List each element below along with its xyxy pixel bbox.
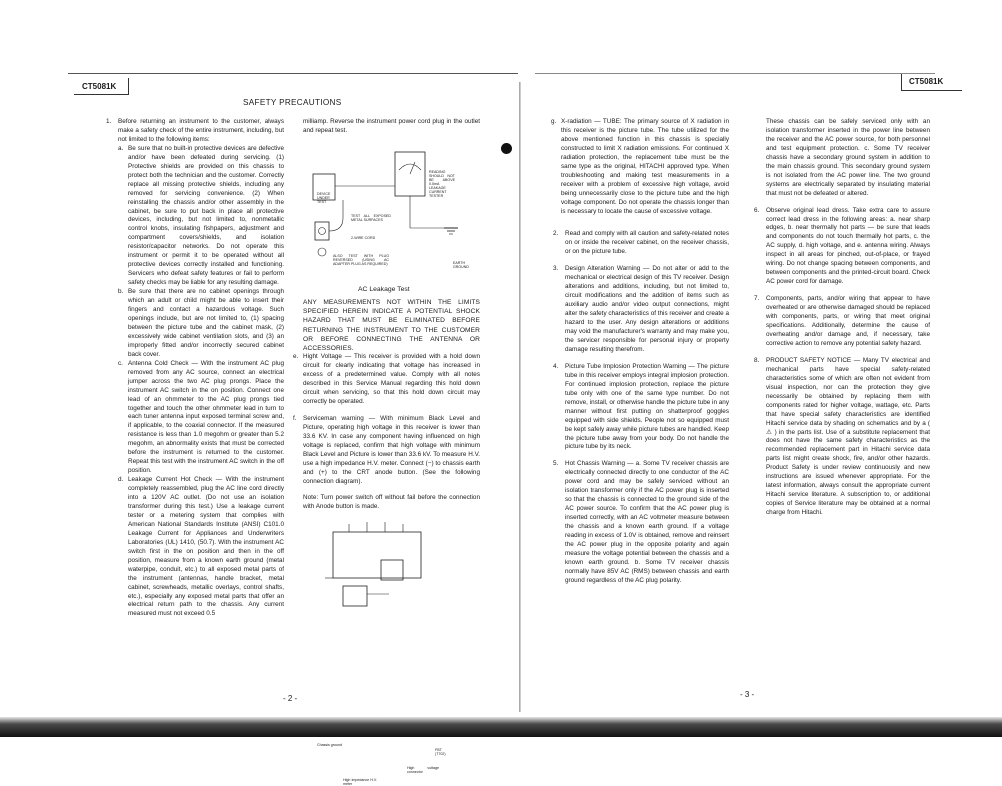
page-number-left: - 2 - — [283, 694, 298, 703]
hv-meter-box — [343, 586, 367, 606]
page-number-right: - 3 - — [740, 690, 755, 699]
item-number: 6. — [754, 206, 760, 214]
sub-letter: g. — [551, 118, 557, 125]
item-5-text: Hot Chassis Warning — a. Some TV receiver chassis are electrically connected directly to one conductor of the AC power cord and may be safely serviced without an isolation transformer only if the AC power plug is inserted so that the chassis is connected to the ground side of the AC power source. To confirm that the AC power plug is inserted correctly, with an AC voltmeter measure between the chassis and a known earth ground. If a voltage reading in excess of 1.0V is obtained, remove and reinsert the AC power plug in the opposite polarity and again measure the voltage potential between the chassis and a known earth ground. b. Some TV receiver chassis normally have 85V AC (RMS) between chassis and earth ground regardless of the AC plug polarity. — [565, 460, 729, 584]
binding-hole — [501, 143, 512, 154]
crt-funnel — [349, 522, 403, 532]
item-number: 4. — [553, 362, 559, 370]
item-3-text: Design Alteration Warning — Do not alter or add to the mechanical or electrical design of this TV receiver. Design alterations and additions, including, but not limited to, circuit modifications and the addition of items such as auxiliary audio and/or video output connections, might alter the safety characteristics of this receiver and create a hazard to the user. Any design alterations or additions may void the manufacturer's warranty and may make you, the servicer responsible for personal injury or property damage resulting therefrom. — [565, 265, 729, 353]
power-cord — [329, 200, 343, 231]
test-surfaces-label: TEST ALL EXPOSED METAL SURFACES — [351, 214, 391, 222]
item-5 — [551, 460, 729, 585]
item-2 — [551, 230, 729, 257]
anode-note: Note: Turn power switch off without fail before the connection with Anode button is made. — [303, 494, 480, 511]
diagram-caption: AC Leakage Test — [358, 286, 410, 293]
sub-letter: d. — [118, 476, 124, 484]
page-fold — [519, 82, 521, 712]
item-number: 7. — [754, 295, 760, 303]
two-wire-cord-label: 2-WIRE CORD — [351, 236, 376, 240]
model-number-right: CT5081K — [909, 77, 944, 86]
outlet-socket — [319, 227, 326, 234]
top-rule-left — [68, 73, 518, 74]
hv-connector-label: High voltage connector — [407, 766, 439, 774]
item-1c-text: Antenna Cold Check — With the instrument AC plug removed from any AC source, connect an electrical jumper across the two AC plug prongs. Place the instrument AC switch in the on position. Connect one lead of an ohmmeter to the AC plug prongs tied together and touch the other ohmmeter lead in turn to each tuner antenna input exposed terminal screw and, if applicable, to the coaxial connector. If the measured resistance is less than 1.0 megohm or greater than 5.2 megohm, an abnormality exists that must be corrected before the instrument is returned to the customer. Repeat this test with the instrument AC switch in the off position. — [128, 359, 284, 475]
item-1f-text: Serviceman warning — With minimum Black Level and Picture, operating high voltage in this receiver is lower than 33.6 KV. In case any component having influenced on high voltage is replaced, confirm that high voltage with minimum Black Level and Picture is lower than 33.6 kV. To measure H.V. use a high impedance H.V. meter. Connect (−) to chassis earth and (+) to the CRT anode button. (See the following connection diagram). — [303, 414, 480, 485]
item-6 — [752, 207, 930, 288]
column-1 — [104, 118, 284, 619]
item-1-lead: Before returning an instrument to the customer, always make a safety check of the entire instrument, including, but not limited to the following items: — [118, 118, 284, 143]
item-1c — [118, 360, 284, 476]
meter-reading-label: READING SHOULD NOT BE ABOVE 0.5mA — [429, 170, 455, 186]
sub-letter: c. — [118, 359, 123, 367]
earth-ground-label: EARTH GROUND — [453, 261, 469, 269]
item-1g — [551, 118, 729, 216]
crt-body — [333, 532, 421, 578]
item-1a-text: Be sure that no built-in protective devices are defective and/or have been defeated during servicing. (1) Protective shields are provided on this chassis to protect both the technician and the customer. Correctly replace all missing protective shields, including any removed for servicing convenience. (2) When reinstalling the chassis and/or other assembly in the cabinet, be sure to put back in place all protective devices, including, but not limited to, nonmetallic control knobs, insulating fishpapers, adjustment and compartment covers/shields, and isolation resistor/capacitor networks. Do not operate this instrument or permit it to be operated without all protective devices correctly installed and functioning. Servicers who defeat safety features or fail to perform safety checks may be liable for any resulting damage. — [128, 144, 284, 287]
item-8 — [752, 357, 930, 518]
item-number: 2. — [553, 230, 559, 238]
col4-continuation: These chassis can be safely serviced only with an isolation transformer inserted in the power line between the receiver and the AC power source, for both personnel and test equipment protection. c. Some TV receiver chassis have a secondary ground system in addition to the main chassis ground. This secondary ground system is not isolated from the AC power line. The two ground systems are electrically separated by insulating material that must not be defeated or altered. — [766, 118, 930, 197]
fbt-block — [381, 560, 403, 580]
item-number: 1. — [106, 118, 112, 125]
column-3 — [551, 118, 729, 586]
item-7 — [752, 295, 930, 349]
item-1f — [293, 415, 480, 487]
item-8-text: PRODUCT SAFETY NOTICE — Many TV electrical and mechanical parts have special safety-related characteristics some of which are often not evident from visual inspection, nor can the protection they give necessarily be obtained by replacing them with components rated for higher voltage, wattage, etc. Parts that have special safety characteristics are identified Hitachi service data by shading on schematics and by a ( ⚠ ) in the parts list. Use of a substitute replacement that does not have the same safety characteristics as the recommended replacement part in Hitachi service data parts list might create shock, fire, and/or other hazards. Product Safety is under review continuously and new instructions are issued whenever appropriate. For the latest information, always consult the appropriate current Hitachi service literature. A subscription to, or additional copies of Service literature may be obtained at a normal charge from Hitachi. — [766, 356, 930, 517]
item-1a — [118, 145, 284, 288]
plug-icon — [318, 248, 326, 256]
item-2-text: Read and comply with all caution and safety-related notes on or inside the receiver cabinet, on the receiver chassis, or on the picture tube. — [565, 230, 729, 256]
item-4-text: Picture Tube Implosion Protection Warning — The picture tube in this receiver employs integral implosion protection. For continued implosion protection, replace the picture tube only with one of the same type number. Do not remove, install, or otherwise handle the picture tube in any manner without first putting on shatterproof goggles equipped with side shields. People not so equipped must be kept safely away while picture tubes are handled. Keep the picture tube away from your body. Do not handle the picture tube by its neck. — [565, 362, 729, 451]
crt-hv-diagram — [319, 518, 449, 628]
item-6-text: Observe original lead dress. Take extra care to assure correct lead dress in the following areas: a. near sharp edges, b. near thermally hot parts — be sure that leads and components do not touch thermally hot parts, c. the AC supply, d. high voltage, and e. antenna wiring. Always inspect in all areas for pinched, out-of-place, or frayed wiring. Do not change spacing between components, and between components and the printed-circuit board. Check AC power cord for damage. — [766, 206, 930, 286]
section-title: SAFETY PRECAUTIONS — [243, 98, 342, 107]
column-4 — [752, 118, 930, 518]
model-number-left: CT5081K — [82, 82, 117, 91]
fbt-label: FBT (T702) — [435, 748, 446, 756]
safety-limits-warning: ANY MEASUREMENTS NOT WITHIN THE LIMITS SPECIFIED HEREIN INDICATE A POTENTIAL SHOCK HAZARD THAT MUST BE ELIMINATED BEFORE RETURNING THE INSTRUMENT TO THE CUSTOMER OR BEFORE CONNECTING THE ANTENNA OR ACCESSORIES. — [303, 298, 480, 352]
item-1e-text: Hight Voltage — This receiver is provided with a hold down circuit for clearly indicating that voltage has increased in excess of a predetermined value. Comply with all notes described in this Service Manual regarding this hold down circuit when servicing, so that this hold down circuit may correctly be operated. — [303, 353, 480, 405]
col2-continuation: milliamp. Reverse the instrument power cord plug in the outlet and repeat test. — [303, 118, 480, 134]
item-1d — [118, 476, 284, 619]
item-4 — [551, 363, 729, 453]
sub-letter: f. — [293, 414, 297, 422]
item-number: 3. — [553, 265, 559, 273]
item-1 — [104, 118, 284, 619]
sub-letter: b. — [118, 288, 124, 296]
hv-meter-label: High impedance H.V. meter — [343, 778, 377, 786]
sub-letter: e. — [293, 353, 299, 361]
item-1b-text: Be sure that there are no cabinet openings through which an adult or child might be able to insert their fingers and contact a hazardous voltage. Such openings include, but are not limited to, (1) spacing between the picture tube and the cabinet mask, (2) excessively wide cabinet ventilation slots, and (3) an improperly fitted and/or incorrectly secured cabinet back cover. — [128, 288, 284, 358]
top-rule-right — [535, 73, 935, 74]
sub-letter: a. — [118, 144, 124, 152]
bottom-scan-edge — [0, 717, 1002, 737]
item-7-text: Components, parts, and/or wiring that appear to have overheated or are otherwise damaged should be replaced with components, parts, or wiring that meet original specifications. Additionally, determine the cause of overheating and/or damage and, if necessary, take corrective action to remove any potential safety hazard. — [766, 295, 930, 347]
leakage-tester-label: LEAKAGE CURRENT TESTER — [429, 186, 447, 198]
ac-leakage-diagram — [303, 140, 480, 270]
item-1d-text: Leakage Current Hot Check — With the instrument completely reassembled, plug the AC line cord directly into a 120V AC outlet. (Do not use an isolation transformer during this test.) Use a leakage current tester or a metering system that complies with American National Standards Institute (ANSI) C101.0 Leakage Current for Appliances and Underwriters Laboratories (UL) 1410, (50.7). With the instrument AC switch first in the on position and then in the off position, measure from a known earth ground (metal waterpipe, conduit, etc.) to all exposed metal parts of the instrument (antennas, handle bracket, metal cabinet, screwheads, metallic overlays, control shafts, etc.), especially any exposed metal parts that offer an electrical return path to the chassis. Any current measured must not exceed 0.5 — [128, 476, 284, 618]
item-1b — [118, 288, 284, 360]
meter-dial — [399, 164, 421, 170]
item-3 — [551, 265, 729, 355]
device-under-test-label: DEVICE UNDER TEST — [317, 192, 331, 204]
item-1g-text: X-radiation — TUBE: The primary source of X radiation in this receiver is the picture tube. The tube utilized for the above mentioned function in this chassis is specially constructed to limit X radiation emissions. For continued X radiation protection, the replacement tube must be the same type as the original, HITACHI approved type. When troubleshooting and making test measurements in a receiver with a problem of excessive high voltage, avoid being unnecessarily close to the picture tube and the high voltage component. Do not operate the chassis longer than is necessary to locate the cause of excessive voltage. — [561, 118, 729, 215]
item-number: 8. — [754, 356, 760, 364]
item-number: 5. — [553, 460, 559, 468]
outlet-box — [315, 222, 329, 240]
chassis-ground-label: Chassis ground — [317, 743, 342, 747]
item-1e — [293, 353, 480, 407]
plug-reversed-label: ALSO TEST WITH PLUG REVERSED (USING AC ADAPTER PLUG AS REQUIRED) — [333, 254, 389, 266]
column-2 — [293, 118, 480, 786]
